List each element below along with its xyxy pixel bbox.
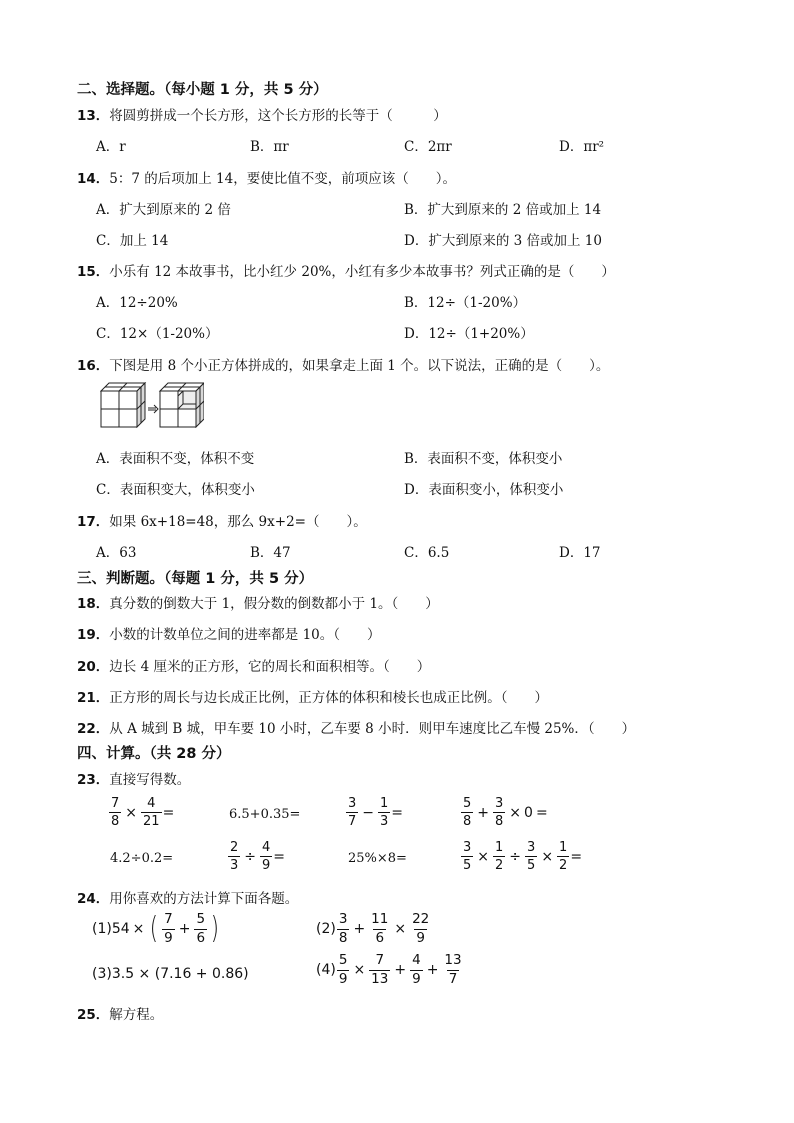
section-title-judge: 三、判断题。（每题 1 分，共 5 分） [77,571,314,587]
q16-option-c[interactable]: C．表面积变大，体积变小 [96,482,255,498]
q13-option-c[interactable]: C．2πr [404,139,452,155]
q14-option-a[interactable]: A．扩大到原来的 2 倍 [96,202,231,218]
q17-option-a[interactable]: A．63 [96,545,137,561]
q13-option-d[interactable]: D．πr² [559,139,605,155]
calc-24-4: (4) $\frac{5}{9}$ × $\frac{7}{13}$ + $\frac{4}{9}$ + $\frac{13}{7}$ [316,952,462,987]
section-title-calc: 四、计算。（共 28 分） [77,746,231,762]
cube-stack-full [101,383,145,427]
q13-option-b[interactable]: B．πr [250,139,289,155]
q15-option-a[interactable]: A．12÷20% [96,295,178,311]
calc-expr-3: $\frac{3}{7}$ − $\frac{1}{3}$ = [348,796,404,829]
q17-option-d[interactable]: D．17 [559,545,601,561]
q16-option-b[interactable]: B．表面积不变，体积变小 [404,451,563,467]
q17-option-b[interactable]: B．47 [250,545,291,561]
question-24: 24．用你喜欢的方法计算下面各题。 [77,891,299,907]
question-22: 22．从 A 城到 B 城，甲车要 10 小时，乙车要 8 小时．则甲车速度比乙车慢 25%．（ ） [77,721,636,737]
question-15: 15．小乐有 12 本故事书，比小红少 20%，小红有多少本故事书？列式正确的是（ ） [77,264,615,280]
q14-option-b[interactable]: B．扩大到原来的 2 倍或加上 14 [404,202,602,218]
calc-expr-7: 25%×8= [348,851,407,866]
calc-expr-6: $\frac{2}{3}$ ÷ $\frac{4}{9}$ = [230,840,286,873]
cube-figure [100,382,204,428]
q13-option-a[interactable]: A．r [96,139,126,155]
question-25: 25．解方程。 [77,1007,164,1023]
q17-option-c[interactable]: C．6.5 [404,545,450,561]
q14-option-d[interactable]: D．扩大到原来的 3 倍或加上 10 [404,233,602,249]
question-18: 18．真分数的倒数大于 1，假分数的倒数都小于 1。（ ） [77,596,439,612]
calc-24-1: (1)54 × ( $\frac{7}{9}$ + $\frac{5}{6}$ ) [92,911,219,946]
q16-option-a[interactable]: A．表面积不变，体积不变 [96,451,255,467]
cube-stack-removed [160,383,204,427]
question-16: 16．下图是用 8 个小正方体拼成的，如果拿走上面 1 个。以下说法，正确的是（ ）。 [77,358,610,374]
calc-expr-8: $\frac{3}{5}$ × $\frac{1}{2}$ ÷ $\frac{3}{5}$ × $\frac{1}{2}$ = [463,840,583,873]
calc-expr-1: $\frac{7}{8}$ × $\frac{4}{21}$ = [111,796,175,829]
q16-option-d[interactable]: D．表面积变小，体积变小 [404,482,564,498]
calc-expr-4: $\frac{5}{8}$ + $\frac{3}{8}$ × 0 = [463,796,548,829]
question-17: 17．如果 6x+18=48，那么 9x+2=（ ）。 [77,514,367,530]
calc-24-3: (3)3.5 × (7.16 + 0.86) [92,966,249,982]
arrow-icon [148,405,158,413]
question-14: 14．5：7 的后项加上 14，要使比值不变，前项应该（ ）。 [77,171,456,187]
section-title-choice: 二、选择题。（每小题 1 分，共 5 分） [77,82,328,98]
calc-24-2: (2) $\frac{3}{8}$ + $\frac{11}{6}$ × $\frac{22}{9}$ [316,911,430,946]
q15-option-c[interactable]: C．12×（1-20%） [96,326,219,342]
q14-option-c[interactable]: C．加上 14 [96,233,169,249]
question-19: 19．小数的计数单位之间的进率都是 10。（ ） [77,627,381,643]
q15-option-b[interactable]: B．12÷（1-20%） [404,295,527,311]
question-21: 21．正方形的周长与边长成正比例，正方体的体积和棱长也成正比例。（ ） [77,690,549,706]
q15-option-d[interactable]: D．12÷（1+20%） [404,326,534,342]
calc-expr-2: 6.5+0.35= [229,807,301,822]
question-13: 13．将圆剪拼成一个长方形，这个长方形的长等于（ ） [77,108,447,124]
question-23: 23．直接写得数。 [77,772,191,788]
calc-expr-5: 4.2÷0.2= [110,851,174,866]
question-20: 20．边长 4 厘米的正方形，它的周长和面积相等。（ ） [77,659,431,675]
